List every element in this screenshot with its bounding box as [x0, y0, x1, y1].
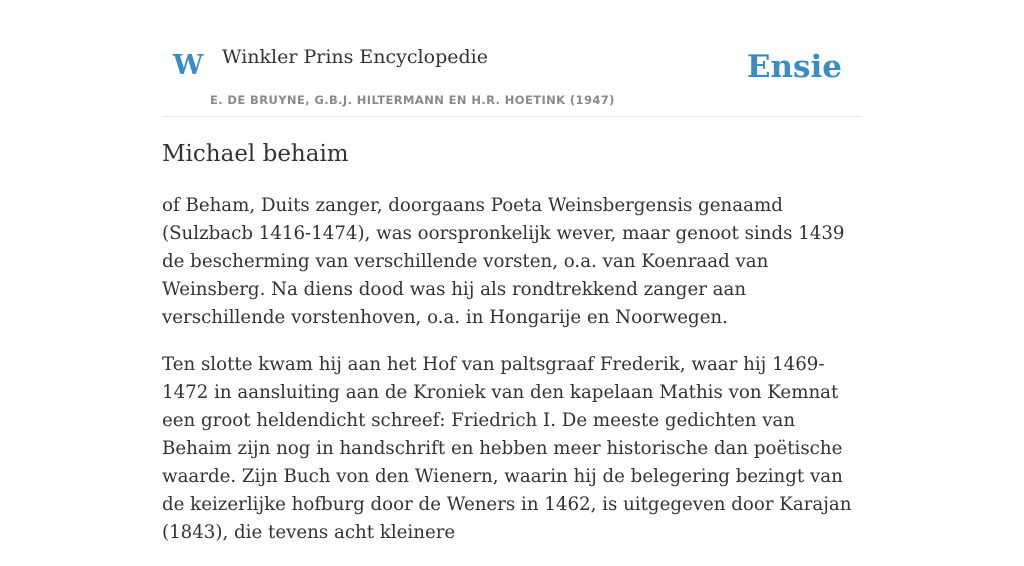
publication-authors: E. DE BRUYNE, G.B.J. HILTERMANN EN H.R. HOETINK (1947): [210, 93, 615, 107]
publication-logo[interactable]: W: [173, 50, 204, 81]
site-header: [162, 0, 862, 117]
article-title: Michael behaim: [162, 141, 349, 167]
article-paragraph: Ten slotte kwam hij aan het Hof van paltsgraaf Frederik, waar hij 1469-1472 in aansluiting aan de Kroniek van den kapelaan Mathis von Kemnat een groot heldendicht schreef: Friedrich I. De meeste gedichten van Behaim zijn nog in handschrift en hebben meer historische dan poëtische waarde. Zijn Buch von den Wienern, waarin hij de belegering bezingt van de keizerlijke hofburg door de Weners in 1462, is uitgegeven door Karajan (1843), die tevens acht kleinere: [162, 354, 852, 543]
article-body: [162, 192, 867, 566]
page-container: [162, 0, 862, 543]
publication-title[interactable]: Winkler Prins Encyclopedie: [222, 46, 488, 68]
brand-logo[interactable]: Ensie: [746, 49, 842, 85]
article-paragraph: of Beham, Duits zanger, doorgaans Poeta Weinsbergensis genaamd (Sulzbacb 1416-1474), was oorspronkelijk wever, maar genoot sinds 1439 de bescherming van verschillende vorsten, o.a. van Koenraad van Weinsberg. Na diens dood was hij als rondtrekkend zanger aan verschillende vorstenhoven, o.a. in Hongarije en Noorwegen.: [162, 195, 845, 328]
